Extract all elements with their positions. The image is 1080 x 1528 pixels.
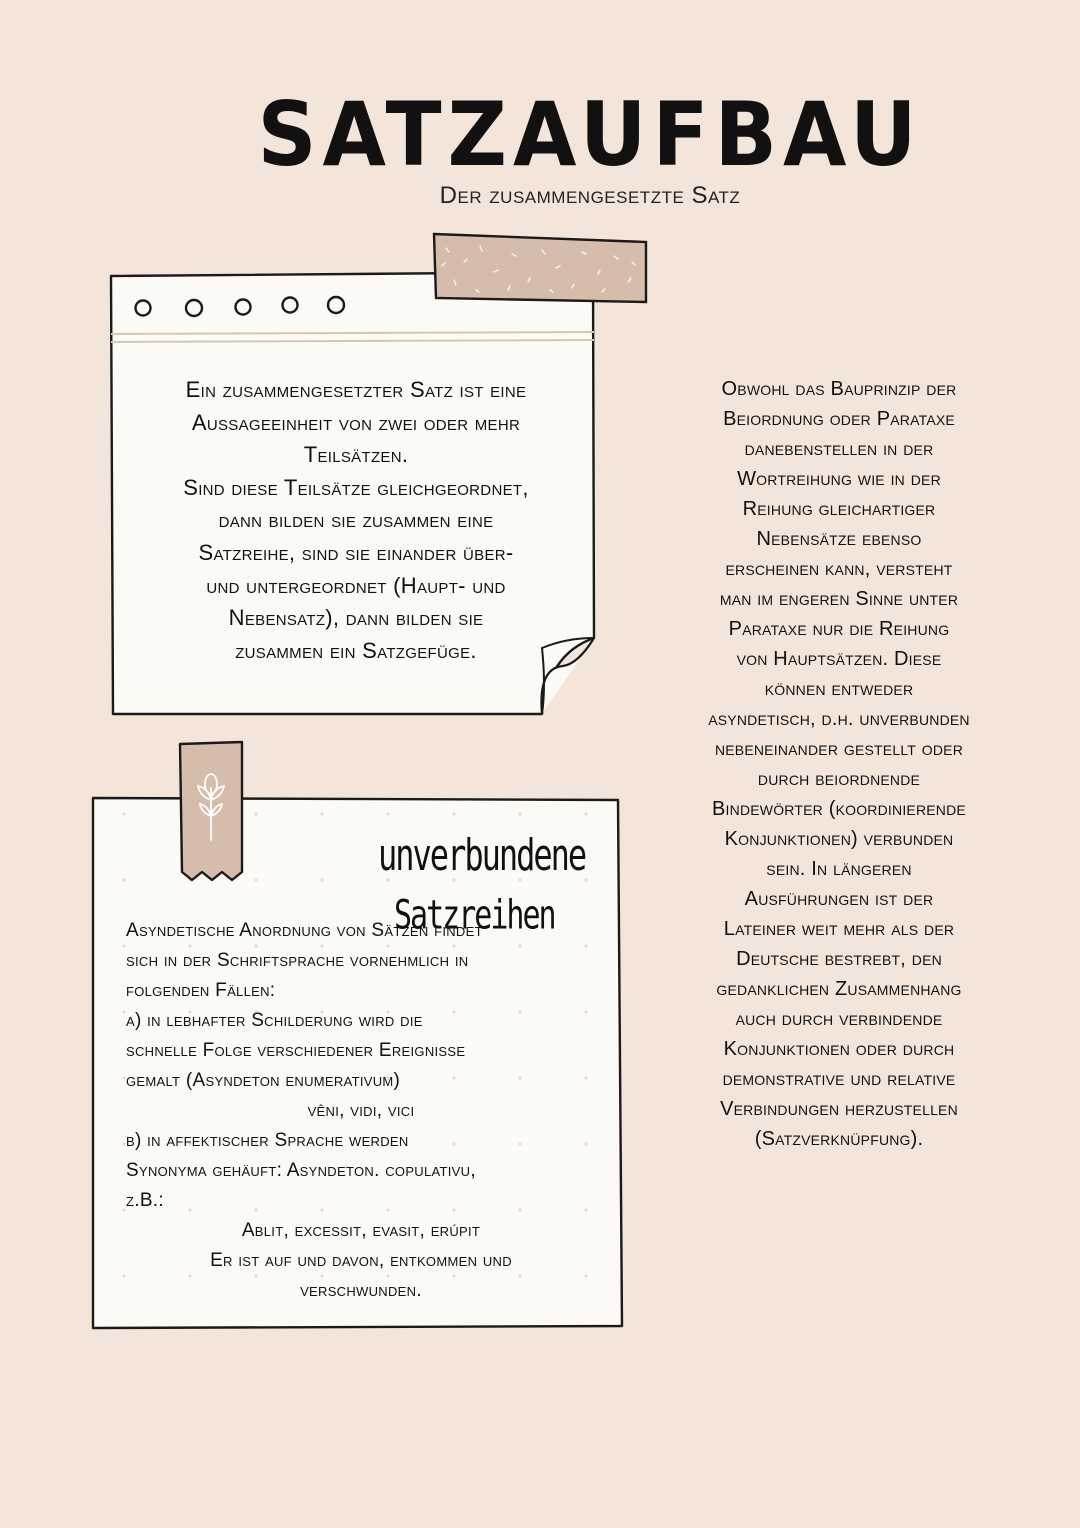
note2-example: vêni, vidi, vici [307,1100,415,1121]
note2-line: a) in lebhafter Schilderung wird die [126,1010,423,1031]
washi-tape-top [432,232,650,304]
right-line: demonstrative und relative [722,1068,956,1090]
right-line: Obwohl das Bauprinzip der [721,378,957,400]
right-line: sein. In längeren [766,858,912,880]
right-line: Lateiner weit mehr als der [723,918,955,940]
note2-line: Asyndetische Anordnung von Sätzen findet [126,920,483,941]
right-line: nebeneinander gestellt oder [714,738,964,760]
right-line: auch durch verbindende [735,1008,943,1030]
note2-line: schnelle Folge verschiedener Ereignisse [126,1040,466,1061]
note1-line: Nebensatz), dann bilden sie [228,605,484,631]
note1-line: Aussageeinheit von zwei oder mehr [191,409,521,435]
note2-example: Ablit, excessit, evasit, erúpit [241,1220,481,1241]
note2-line: sich in der Schriftsprache vornehmlich in [126,950,469,971]
right-line: Bindewörter (koordinierende [712,798,966,820]
right-line: Parataxe nur die Reihung [728,618,950,640]
washi-tape-flower [176,740,246,886]
right-line: Beiordnung oder Parataxe [723,408,955,430]
right-line: Konjunktionen oder durch [723,1038,955,1060]
note2-line: folgenden Fällen: [126,980,276,1001]
note1-line: Satzreihe, sind sie einander über- [198,539,514,565]
right-line: (Satzverknüpfung). [754,1128,924,1150]
note1-text [140,374,572,667]
right-line: Konjunktionen) verbunden [724,828,954,850]
note1-line: dann bilden sie zusammen eine [218,507,494,533]
note2-line: Synonyma gehäuft: Asyndeton. copulativu, [126,1160,476,1181]
right-line: durch beiordnende [757,768,921,790]
note1-line: Ein zusammengesetzter Satz ist eine [185,377,527,402]
note1-line: Sind diese Teilsätze gleichgeordnet, [183,474,529,500]
right-line: asyndetisch, d.h. unverbunden [708,708,970,730]
note1-line: und untergeordnet (Haupt- und [206,572,506,598]
note2-line: z.B.: [126,1190,164,1211]
note2-example: verschwunden. [300,1280,422,1301]
note2-line: gemalt (Asyndeton enumerativum) [126,1070,401,1091]
page-title: SATZAUFBAU [257,84,923,187]
handwritten-label: unverbundene [378,829,586,881]
right-line: Wortreihung wie in der [737,468,941,490]
note2-line: b) in affektischer Sprache werden [126,1130,409,1151]
right-line: man im engeren Sinne unter [719,588,959,610]
right-line: Nebensätze ebenso [756,528,922,550]
right-line: von Hauptsätzen. Diese [736,648,942,670]
note2-example: Er ist auf und davon, entkommen und [210,1250,512,1271]
right-line: Verbindungen herzustellen [720,1098,958,1120]
right-column-text [682,374,996,1154]
right-line: erscheinen kann, versteht [725,558,953,580]
page-subtitle: Der zusammengesetzte Satz [439,182,741,209]
right-line: können entweder [764,678,914,700]
right-line: danebenstellen in der [744,438,934,460]
right-line: Ausführungen ist der [744,888,934,910]
handwritten-label: Satzreihen [394,891,555,940]
note1-line: Teilsätzen. [303,442,409,468]
note2-text [126,916,596,1306]
right-line: Reihung gleichartiger [742,498,936,520]
right-line: Deutsche bestrebt, den [736,948,942,970]
right-line: gedanklichen Zusammenhang [716,978,962,1000]
note1-line: zusammen ein Satzgefüge. [235,637,477,663]
